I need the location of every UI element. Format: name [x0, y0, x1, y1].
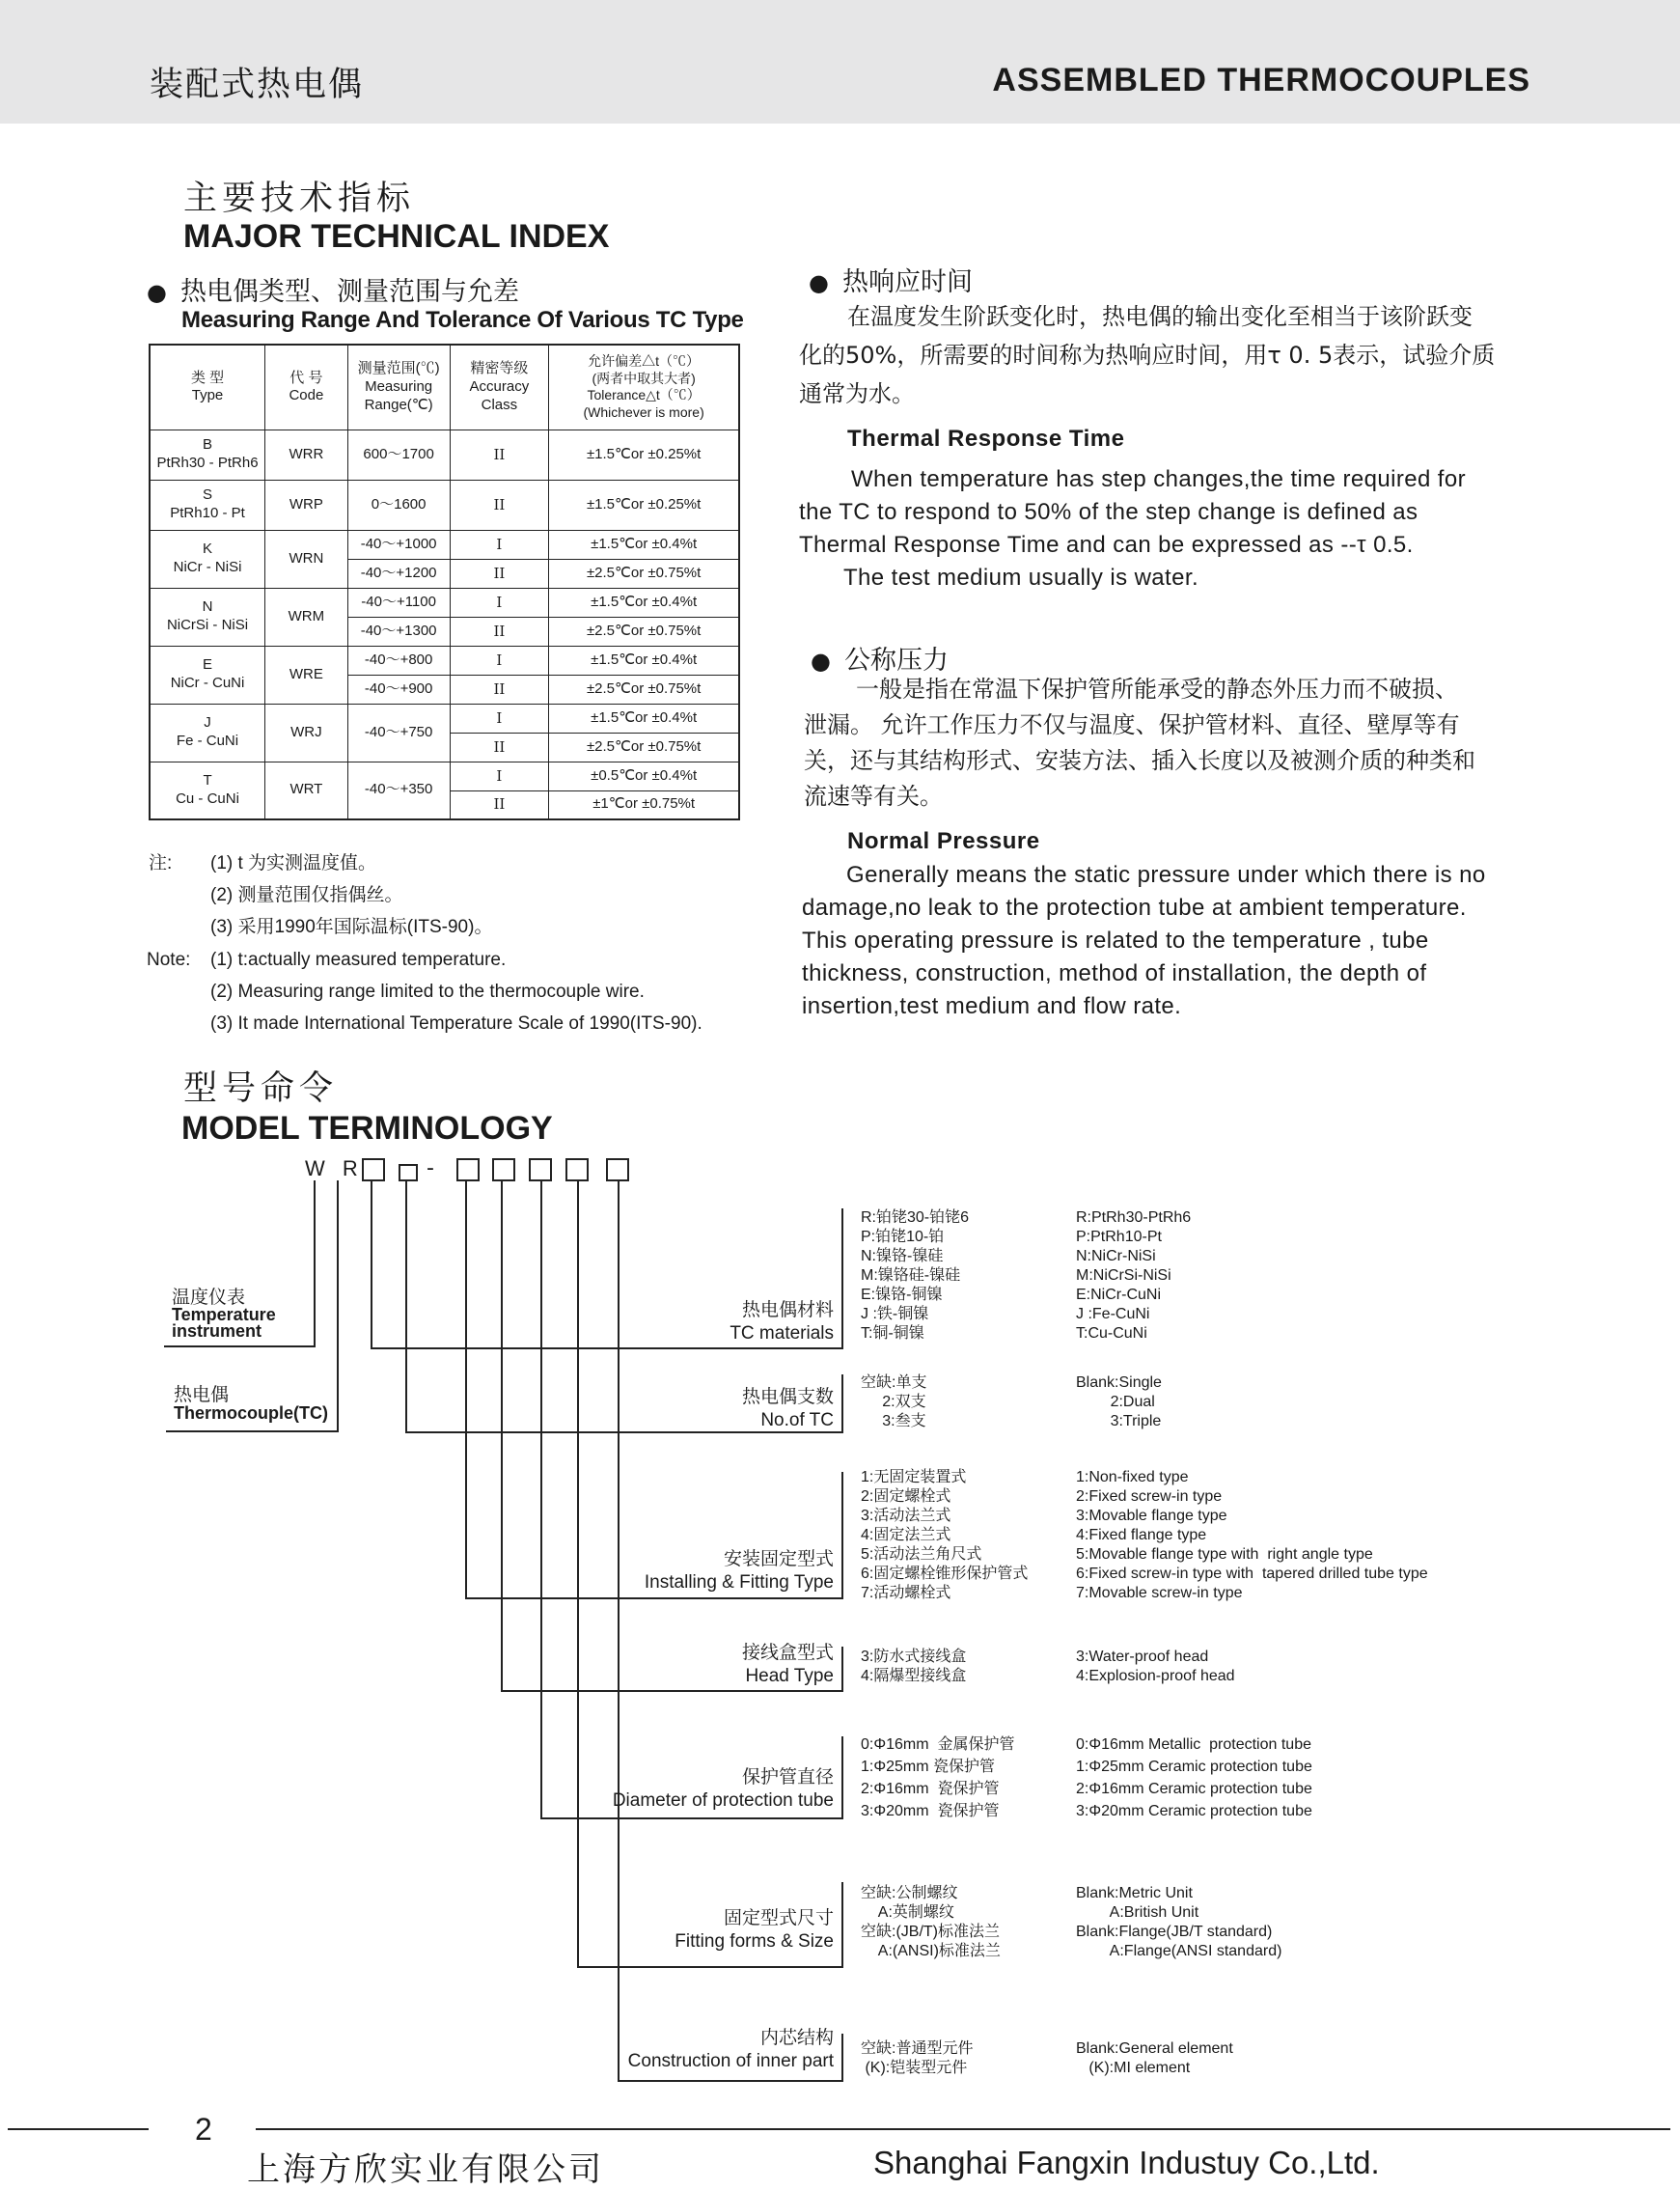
footer-rule-left — [8, 2128, 149, 2130]
cell-class: I — [450, 704, 549, 733]
group-head-type — [742, 1642, 834, 1688]
footer-rule-right — [256, 2128, 1670, 2130]
cell-class: II — [450, 733, 549, 762]
left-label-temp-cn: 温度仪表 — [172, 1288, 246, 1308]
response-en-line-1: When temperature has step changes,the time required for — [851, 466, 1466, 492]
response-para-cn — [799, 297, 1532, 413]
left-label-temp — [172, 1289, 307, 1340]
cell-type: E NiCr - CuNi — [150, 646, 265, 704]
group-no-of-tc-en: No.of TC — [760, 1410, 834, 1430]
table-row — [150, 762, 739, 790]
response-cn-line-3: 通常为水。 — [799, 380, 915, 407]
group-installing — [645, 1548, 834, 1594]
major-title-cn: 主要技术指标 — [183, 180, 416, 218]
group-diameter-cn: 保护管直径 — [741, 1767, 834, 1788]
opts-en-installing: 1:Non-fixed type 2:Fixed screw-in type 3:Movable flange type 4:Fixed flange type 5:Movable flange type with right angle type 6:Fixed screw-in type with tapered drilled tube type 7:Movable screw-in type — [1076, 1469, 1428, 1601]
cell-type: B PtRh30 - PtRh6 — [150, 430, 265, 480]
left-label-tc-en: Thermocouple(TC) — [174, 1403, 328, 1423]
group-fitting — [675, 1907, 834, 1954]
group-diameter — [613, 1766, 834, 1813]
cell-class: II — [450, 790, 549, 819]
cell-code: WRP — [265, 480, 348, 530]
notes-cn-label: 注: — [149, 853, 173, 873]
response-cn-line-2: 化的50%，所需要的时间称为热响应时间，用τ 0. 5表示，试验介质 — [799, 342, 1496, 369]
group-no-of-tc — [742, 1386, 834, 1432]
note-cn-2: (2) 测量范围仅指偶丝。 — [210, 885, 403, 905]
code-box-2 — [399, 1164, 418, 1181]
cell-tolerance: ±1.5℃or ±0.25%t — [549, 430, 739, 480]
response-en-line-4: The test medium usually is water. — [843, 565, 1199, 591]
opts-en-diameter: 0:Φ16mm Metallic protection tube 1:Φ25mm Ceramic protection tube 2:Φ16mm Ceramic protection tube 3:Φ20mm Ceramic protection tube — [1076, 1736, 1312, 1819]
model-title-cn: 型号命令 — [183, 1069, 339, 1108]
note-en-1: (1) t:actually measured temperature. — [210, 950, 507, 970]
code-box-7 — [606, 1158, 629, 1181]
cell-type: T Cu - CuNi — [150, 762, 265, 819]
th-class: 精密等级 Accuracy Class — [450, 345, 549, 430]
group-inner-cn: 内芯结构 — [759, 2028, 834, 2048]
pressure-cn-line-4: 流速等有关。 — [804, 783, 943, 810]
cell-code: WRR — [265, 430, 348, 480]
cell-range: -40～+1100 — [347, 588, 450, 617]
cell-class: I — [450, 588, 549, 617]
group-inner — [628, 2027, 834, 2073]
major-subtitle-cn: ● 热电偶类型、测量范围与允差 — [147, 270, 519, 308]
model-dash: - — [427, 1156, 434, 1180]
cell-tolerance: ±1.5℃or ±0.4%t — [549, 588, 739, 617]
pressure-cn-line-3: 关，还与其结构形式、安装方法、插入长度以及被测介质的种类和 — [804, 747, 1475, 774]
cell-tolerance: ±2.5℃or ±0.75%t — [549, 617, 739, 646]
group-inner-en: Construction of inner part — [627, 2051, 834, 2071]
group-tc-materials-cn: 热电偶材料 — [741, 1300, 834, 1320]
model-title-en: MODEL TERMINOLOGY — [181, 1110, 553, 1147]
cell-code: WRN — [265, 530, 348, 588]
cell-tolerance: ±1.5℃or ±0.4%t — [549, 646, 739, 675]
group-head-type-en: Head Type — [745, 1666, 834, 1686]
group-installing-en: Installing & Fitting Type — [644, 1572, 834, 1593]
pressure-title-cn: ● 公称压力 — [811, 639, 949, 677]
group-diameter-en: Diameter of protection tube — [612, 1790, 834, 1811]
table-row — [150, 646, 739, 675]
opts-cn-inner: 空缺:普通型元件 (K):铠装型元件 — [861, 2040, 974, 2076]
opts-cn-tc-materials: R:铂铑30-铂铑6 P:铂铑10-铂 N:镍铬-镍硅 M:镍铬硅-镍硅 E:镍铬-铜镍 J :铁-铜镍 T:铜-铜镍 — [861, 1209, 970, 1342]
note-cn-1: (1) t 为实测温度值。 — [210, 853, 377, 873]
table-row — [150, 430, 739, 480]
left-label-tc-cn: 热电偶 — [174, 1385, 230, 1405]
pressure-para-en — [802, 859, 1545, 1023]
cell-range: -40～+1000 — [347, 530, 450, 559]
response-en-line-2: the TC to respond to 50% of the step change is defined as — [799, 499, 1418, 525]
pressure-en-line-5: insertion,test medium and flow rate. — [802, 993, 1182, 1019]
cell-class: II — [450, 559, 549, 588]
cell-tolerance: ±1.5℃or ±0.25%t — [549, 480, 739, 530]
group-fitting-en: Fitting forms & Size — [675, 1931, 834, 1952]
cell-class: I — [450, 762, 549, 790]
footer-company-en: Shanghai Fangxin Industuy Co.,Ltd. — [873, 2145, 1380, 2180]
cell-range: 0～1600 — [347, 480, 450, 530]
left-label-temp-en: Temperature instrument — [172, 1305, 276, 1341]
group-head-type-cn: 接线盒型式 — [741, 1643, 834, 1663]
cell-type: J Fe - CuNi — [150, 704, 265, 762]
table-row — [150, 480, 739, 530]
opts-en-head-type: 3:Water-proof head 4:Explosion-proof head — [1076, 1649, 1235, 1684]
pressure-en-line-3: This operating pressure is related to the temperature , tube — [802, 928, 1429, 954]
response-en-line-3: Thermal Response Time and can be expressed as --τ 0.5. — [799, 532, 1414, 558]
group-installing-cn: 安装固定型式 — [723, 1549, 834, 1569]
pressure-title-en: Normal Pressure — [847, 828, 1040, 854]
spec-table — [149, 344, 740, 820]
code-box-4 — [492, 1158, 515, 1181]
cell-range: -40～+800 — [347, 646, 450, 675]
cell-class: I — [450, 646, 549, 675]
page-number: 2 — [195, 2112, 212, 2147]
group-tc-materials-en: TC materials — [730, 1323, 834, 1344]
cell-range: -40～+350 — [347, 762, 450, 819]
cell-type: N NiCrSi - NiSi — [150, 588, 265, 646]
cell-class: II — [450, 675, 549, 704]
opts-cn-installing: 1:无固定装置式 2:固定螺栓式 3:活动法兰式 4:固定法兰式 5:活动法兰角尺式 6:固定螺栓锥形保护管式 7:活动螺栓式 — [861, 1469, 1029, 1601]
opts-cn-diameter: 0:Φ16mm 金属保护管 1:Φ25mm 瓷保护管 2:Φ16mm 瓷保护管 3:Φ20mm 瓷保护管 — [861, 1736, 1015, 1819]
opts-cn-fitting: 空缺:公制螺纹 A:英制螺纹 空缺:(JB/T)标准法兰 A:(ANSI)标准法兰 — [861, 1885, 1001, 1959]
cell-class: I — [450, 530, 549, 559]
cell-type: S PtRh10 - Pt — [150, 480, 265, 530]
pressure-en-line-1: Generally means the static pressure under which there is no — [846, 862, 1486, 888]
cell-class: II — [450, 430, 549, 480]
header-title-en: ASSEMBLED THERMOCOUPLES — [992, 62, 1530, 98]
notes-cn — [210, 847, 492, 943]
pressure-en-line-4: thickness, construction, method of installation, the depth of — [802, 960, 1427, 986]
response-title-cn: ● 热响应时间 — [809, 261, 973, 298]
header-title-cn: 装配式热电偶 — [150, 66, 365, 104]
table-row — [150, 588, 739, 617]
cell-tolerance: ±0.5℃or ±0.4%t — [549, 762, 739, 790]
group-fitting-cn: 固定型式尺寸 — [723, 1908, 834, 1928]
cell-class: II — [450, 617, 549, 646]
opts-en-inner: Blank:General element (K):MI element — [1076, 2040, 1233, 2076]
th-range: 测量范围(℃) Measuring Range(℃) — [347, 345, 450, 430]
cell-code: WRT — [265, 762, 348, 819]
opts-en-tc-materials: R:PtRh30-PtRh6 P:PtRh10-Pt N:NiCr-NiSi M:NiCrSi-NiSi E:NiCr-CuNi J :Fe-CuNi T:Cu-CuNi — [1076, 1209, 1192, 1342]
response-title-en: Thermal Response Time — [847, 426, 1125, 452]
pressure-para-cn — [804, 672, 1537, 815]
code-box-6 — [565, 1158, 589, 1181]
pressure-cn-line-1: 一般是指在常温下保护管所能承受的静态外压力而不破损、 — [856, 676, 1458, 703]
opts-cn-no-of-tc: 空缺:单支 2:双支 3:叁支 — [861, 1374, 927, 1429]
th-type: 类 型 Type — [150, 345, 265, 430]
table-row — [150, 704, 739, 733]
th-code: 代 号 Code — [265, 345, 348, 430]
cell-tolerance: ±2.5℃or ±0.75%t — [549, 559, 739, 588]
major-subtitle-en: Measuring Range And Tolerance Of Various TC Type — [181, 307, 744, 333]
footer-company-cn: 上海方欣实业有限公司 — [247, 2150, 604, 2189]
group-tc-materials — [730, 1299, 834, 1345]
code-box-5 — [529, 1158, 552, 1181]
cell-range: 600～1700 — [347, 430, 450, 480]
opts-en-no-of-tc: Blank:Single 2:Dual 3:Triple — [1076, 1374, 1162, 1429]
cell-range: -40～+1300 — [347, 617, 450, 646]
cell-range: -40～+900 — [347, 675, 450, 704]
opts-en-fitting: Blank:Metric Unit A:British Unit Blank:Flange(JB/T standard) A:Flange(ANSI standard) — [1076, 1885, 1282, 1959]
notes-en-label: Note: — [147, 950, 191, 970]
cell-tolerance: ±1.5℃or ±0.4%t — [549, 704, 739, 733]
cell-range: -40～+1200 — [347, 559, 450, 588]
opts-cn-head-type: 3:防水式接线盒 4:隔爆型接线盒 — [861, 1649, 967, 1684]
notes-en — [210, 944, 702, 1040]
th-tolerance: 允许偏差△t（℃） (两者中取其大者) Tolerance△t（℃） (Whichever is more) — [549, 345, 739, 430]
note-cn-3: (3) 采用1990年国际温标(ITS-90)。 — [210, 917, 493, 937]
cell-range: -40～+750 — [347, 704, 450, 762]
table-row — [150, 530, 739, 559]
group-no-of-tc-cn: 热电偶支数 — [741, 1387, 834, 1407]
response-cn-line-1: 在温度发生阶跃变化时，热电偶的输出变化至相当于该阶跃变 — [847, 303, 1473, 330]
major-title-en: MAJOR TECHNICAL INDEX — [183, 218, 610, 255]
note-en-2: (2) Measuring range limited to the thermocouple wire. — [210, 982, 645, 1002]
cell-tolerance: ±2.5℃or ±0.75%t — [549, 733, 739, 762]
code-box-1 — [362, 1158, 385, 1181]
table-header-row — [150, 345, 739, 430]
pressure-en-line-2: damage,no leak to the protection tube at ambient temperature. — [802, 895, 1467, 921]
cell-code: WRM — [265, 588, 348, 646]
cell-code: WRJ — [265, 704, 348, 762]
response-para-en — [799, 463, 1532, 595]
cell-class: II — [450, 480, 549, 530]
cell-tolerance: ±1.5℃or ±0.4%t — [549, 530, 739, 559]
cell-tolerance: ±1℃or ±0.75%t — [549, 790, 739, 819]
left-label-tc — [174, 1386, 328, 1423]
note-en-3: (3) It made International Temperature Scale of 1990(ITS-90). — [210, 1013, 702, 1034]
cell-tolerance: ±2.5℃or ±0.75%t — [549, 675, 739, 704]
model-prefix: W R — [305, 1156, 364, 1180]
pressure-cn-line-2: 泄漏。 允许工作压力不仅与温度、保护管材料、直径、壁厚等有 — [804, 711, 1460, 738]
code-box-3 — [456, 1158, 480, 1181]
cell-code: WRE — [265, 646, 348, 704]
cell-type: K NiCr - NiSi — [150, 530, 265, 588]
